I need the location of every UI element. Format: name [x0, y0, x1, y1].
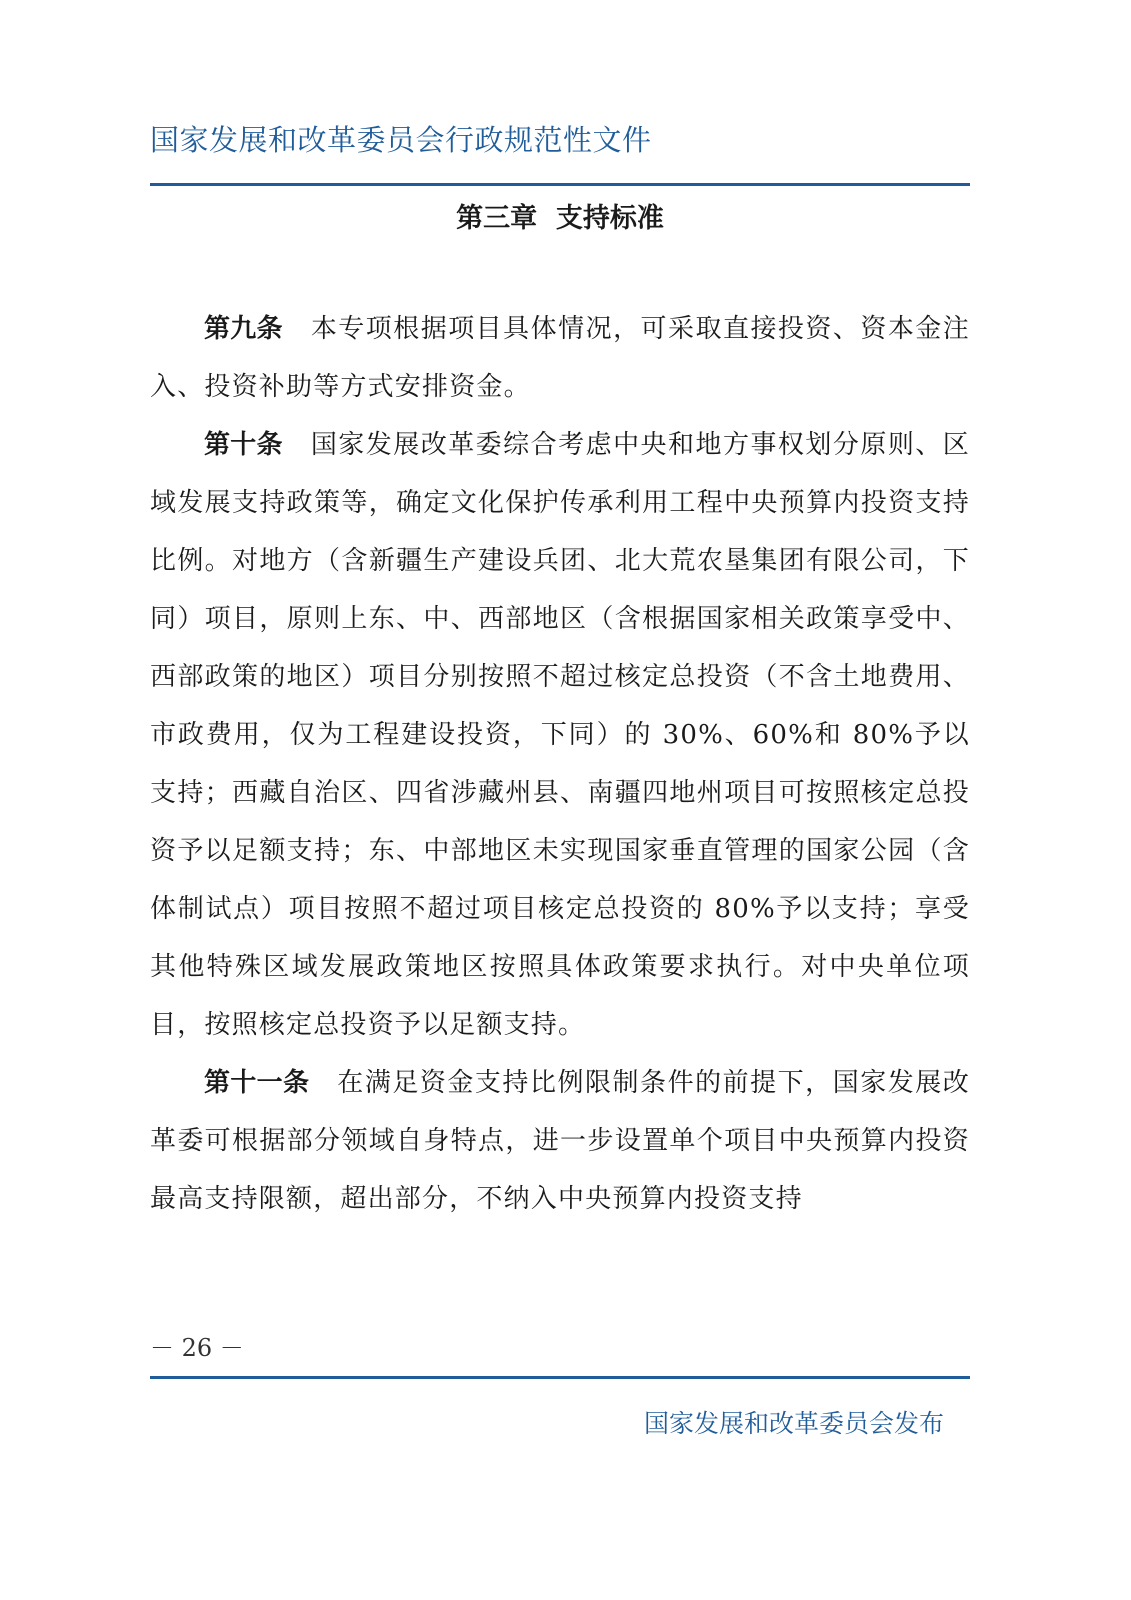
- page-number: － 26 －: [150, 1334, 244, 1362]
- footer-divider: [150, 1376, 970, 1379]
- header-title: 国家发展和改革委员会行政规范性文件: [150, 123, 652, 157]
- article-paragraph: [150, 416, 970, 1054]
- article-text: 在满足资金支持比例限制条件的前提下，国家发展改革委可根据部分领域自身特点，进一步设置单个项目中央预算内投资最高支持限额，超出部分，不纳入中央预算内投资支持: [150, 1068, 970, 1214]
- header-divider: [150, 183, 970, 186]
- document-body: [150, 300, 970, 1228]
- footer-publisher: 国家发展和改革委员会发布: [643, 1409, 944, 1438]
- chapter-title: 第三章 支持标准: [456, 203, 664, 234]
- article-paragraph: [150, 1054, 970, 1228]
- article-label: 第十条: [204, 430, 283, 460]
- article-label: 第九条: [204, 314, 283, 344]
- article-text: 本专项根据项目具体情况，可采取直接投资、资本金注入、投资补助等方式安排资金。: [150, 314, 970, 402]
- article-label: 第十一条: [204, 1068, 310, 1098]
- article-paragraph: [150, 300, 970, 416]
- article-text: 国家发展改革委综合考虑中央和地方事权划分原则、区域发展支持政策等，确定文化保护传承利用工程中央预算内投资支持比例。对地方（含新疆生产建设兵团、北大荒农垦集团有限公司，下同）项目，原则上东、中、西部地区（含根据国家相关政策享受中、西部政策的地区）项目分别按照不超过核定总投资（不含土地费用、市政费用，仅为工程建设投资，下同）的 30%、60%和 80%予以支持；西藏自治区、四省涉藏州县、南疆四地州项目可按照核定总投资予以足额支持；东、中部地区未实现国家垂直管理的国家公园（含体制试点）项目按照不超过项目核定总投资的 80%予以支持；享受其他特殊区域发展政策地区按照具体政策要求执行。对中央单位项目，按照核定总投资予以足额支持。: [150, 430, 970, 1040]
